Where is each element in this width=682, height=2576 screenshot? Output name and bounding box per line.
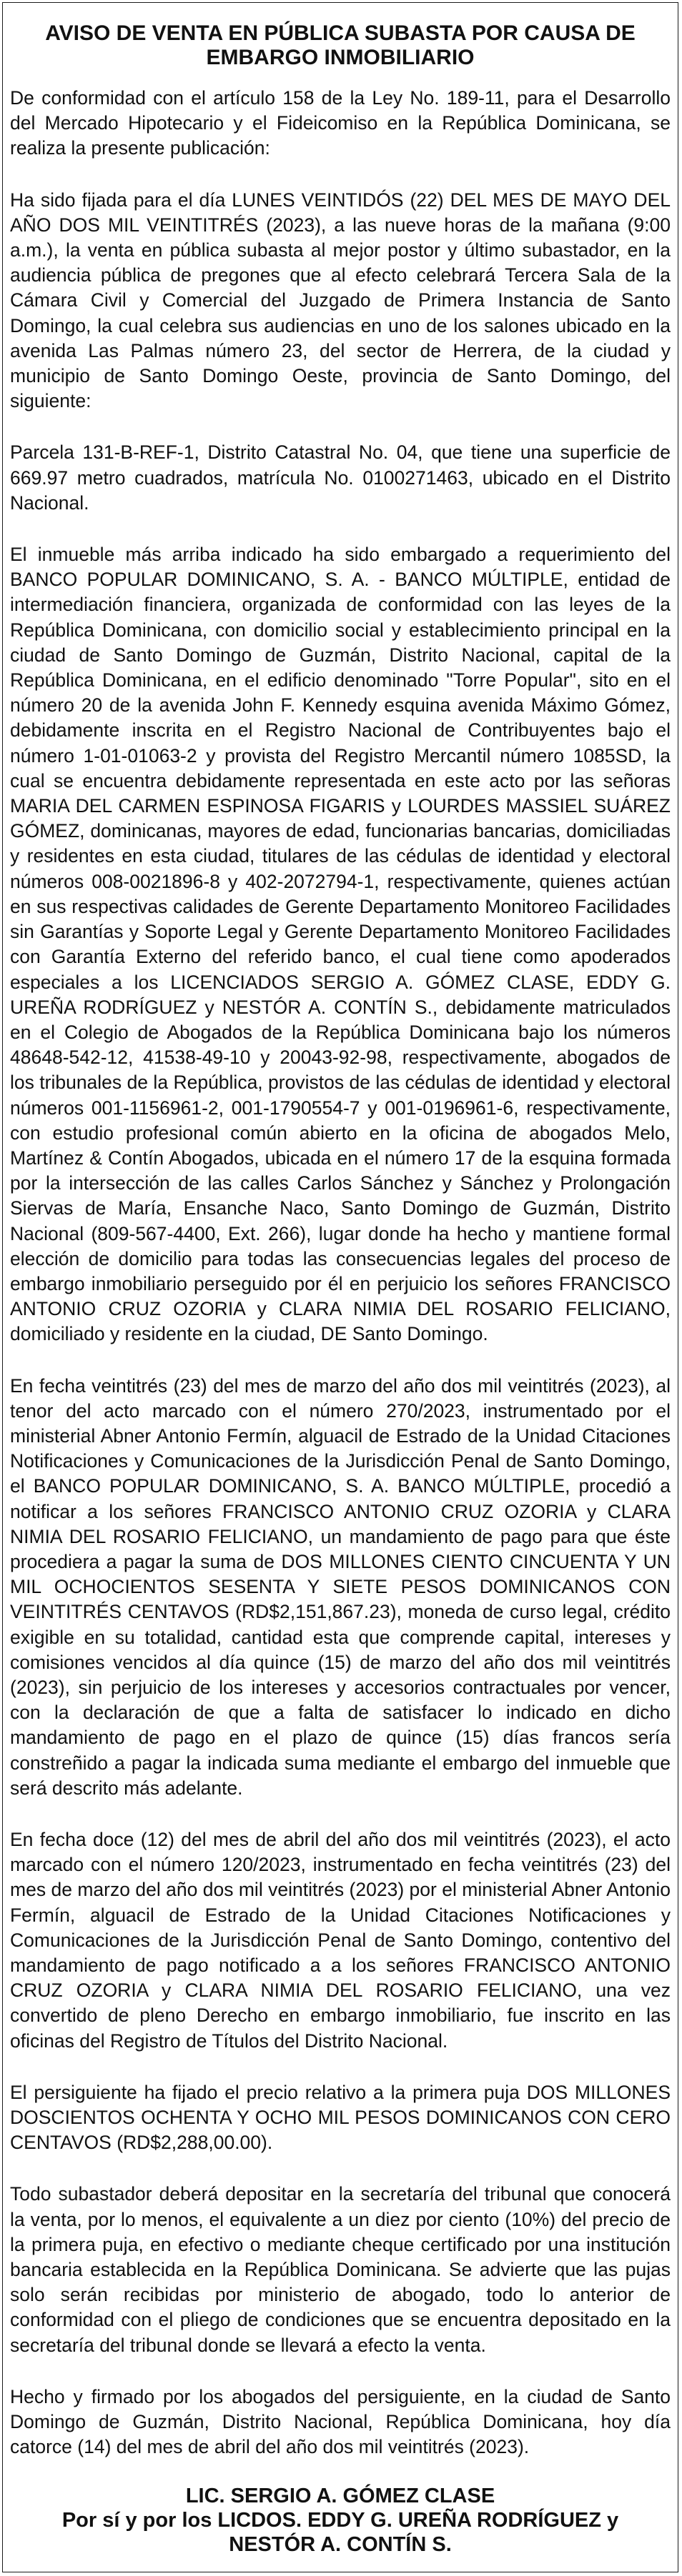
notice-title: AVISO DE VENTA EN PÚBLICA SUBASTA POR CAUSA DE EMBARGO INMOBILIARIO [45,21,636,69]
signing-paragraph: Hecho y firmado por los abogados del persiguiente, en la ciudad de Santo Domingo de Guzmán, Distrito Nacional, República Dominicana, hoy día catorce (14) del mes de abril del año dos mil veintitrés (2023). [10,2385,671,2458]
auction-date-paragraph: Ha sido fijada para el día LUNES VEINTIDÓS (22) DEL MES DE MAYO DEL AÑO DOS MIL VEINTITRÉS (2023), a las nueve horas de la mañana (9:00 a.m.), la venta en pública subasta al mejor postor y último subastador, en la audiencia pública de pregones que al efecto celebrará Tercera Sala de la Cámara Civil y Comercial del Juzgado de Primera Instancia de Santo Domingo, la cual celebra sus audiencias en uno de los salones ubicado en la avenida Las Palmas número 23, del sector de Herrera, de la ciudad y municipio de Santo Domingo Oeste, provincia de Santo Domingo, del siguiente: [10,189,671,412]
signature-line-2: Por sí y por los LICDOS. EDDY G. UREÑA RODRÍGUEZ y [61,2509,619,2532]
first-bid-price-paragraph: El persiguiente ha fijado el precio relativo a la primera puja DOS MILLONES DOSCIENTOS OCHENTA Y OCHO MIL PESOS DOMINICANOS CON CERO CENTAVOS (RD$2,288,00.00). [10,2081,671,2154]
deposit-conditions-paragraph: Todo subastador deberá depositar en la secretaría del tribunal que conocerá la venta, por lo menos, el equivalente a un diez por ciento (10%) del precio de la primera puja, en efectivo o mediante cheque certificado por una institución bancaria establecida en la República Dominicana. Se advierte que las pujas solo serán recibidas por ministerio de abogado, todo lo anterior de conformidad con el pliego de condiciones que se encuentra depositado en la secretaría del tribunal donde se llevará a efecto la venta. [10,2183,671,2356]
signature-block [10,2484,671,2557]
legal-notice [10,10,671,2557]
creditor-paragraph: El inmueble más arriba indicado ha sido embargado a requerimiento del BANCO POPULAR DOMINICANO, S. A. - BANCO MÚLTIPLE, entidad de intermediación financiera, organizada de conformidad con las leyes de la República Dominicana, con domicilio social y establecimiento principal en la ciudad de Santo Domingo de Guzmán, Distrito Nacional, capital de la República Dominicana, en el edificio denominado "Torre Popular", sito en el número 20 de la avenida John F. Kennedy esquina avenida Máximo Gómez, debidamente inscrita en el Registro Nacional de Contribuyentes bajo el número 1-01-01063-2 y provista del Registro Mercantil número 1085SD, la cual se encuentra debidamente representada en este acto por las señoras MARIA DEL CARMEN ESPINOSA FIGARIS y LOURDES MASSIEL SUÁREZ GÓMEZ, dominicanas, mayores de edad, funcionarias bancarias, domiciliadas y residentes en esta ciudad, titulares de las cédulas de identidad y electoral números 008-0021896-8 y 402-2072794-1, respectivamente, quienes actúan en sus respectivas calidades de Gerente Departamento Monitoreo Facilidades sin Garantías y Soporte Legal y Gerente Departamento Monitoreo Facilidades con Garantía Externo del referido banco, el cual tiene como apoderados especiales a los LICENCIADOS SERGIO A. GÓMEZ CLASE, EDDY G. UREÑA RODRÍGUEZ y NESTÓR A. CONTÍN S., debidamente matriculados en el Colegio de Abogados de la República Dominicana bajo los números 48648-542-12, 41538-49-10 y 20043-92-98, respectivamente, abogados de los tribunales de la República, provistos de las cédulas de identidad y electoral números 001-1156961-2, 001-1790554-7 y 001-0196961-6, respectivamente, con estudio profesional común abierto en la oficina de abogados Melo, Martínez & Contín Abogados, ubicada en el número 17 de la esquina formada por la intersección de las calles Carlos Sánchez y Sánchez y Prolongación Siervas de María, Ensanche Naco, Santo Domingo de Guzmán, Distrito Nacional (809-567-4400, Ext. 266), lugar donde ha hecho y mantiene formal elección de domicilio para todas las consecuencias legales del proceso de embargo inmobiliario perseguido por él en perjuicio los señores FRANCISCO ANTONIO CRUZ OZORIA y CLARA NIMIA DEL ROSARIO FELICIANO, domiciliado y residente en la ciudad, DE Santo Domingo. [10,544,671,1345]
intro-paragraph: De conformidad con el artículo 158 de la Ley No. 189-11, para el Desarrollo del Mercado Hipotecario y el Fideicomiso en la República Dominicana, se realiza la presente publicación: [10,87,671,159]
payment-order-paragraph: En fecha veintitrés (23) del mes de marzo del año dos mil veintitrés (2023), al tenor del acto marcado con el número 270/2023, instrumentado por el ministerial Abner Antonio Fermín, alguacil de Estrado de la Unidad Citaciones Notificaciones y Comunicaciones de la Jurisdicción Penal de Santo Domingo, el BANCO POPULAR DOMINICANO, S. A. BANCO MÚLTIPLE, procedió a notificar a los señores FRANCISCO ANTONIO CRUZ OZORIA y CLARA NIMIA DEL ROSARIO FELICIANO, un mandamiento de pago para que éste procediera a pagar la suma de DOS MILLONES CIENTO CINCUENTA Y UN MIL OCHOCIENTOS SESENTA Y SIETE PESOS DOMINICANOS CON VEINTITRÉS CENTAVOS (RD$2,151,867.23), moneda de curso legal, crédito exigible en su totalidad, cantidad esta que comprende capital, intereses y comisiones vencidos al día quince (15) de marzo del año dos mil veintitrés (2023), sin perjuicio de los intereses y accesorios contractuales por vencer, con la declaración de que a falta de satisfacer lo indicado en dicho mandamiento de pago en el plazo de quince (15) días francos sería constreñido a pagar la indicada suma mediante el embargo del inmueble que será descrito más adelante. [10,1374,671,1799]
signature-line-1: LIC. SERGIO A. GÓMEZ CLASE [185,2485,495,2508]
signature-line-3: NESTÓR A. CONTÍN S. [229,2533,452,2557]
property-paragraph: Parcela 131-B-REF-1, Distrito Catastral No. 04, que tiene una superficie de 669.97 metro cuadrados, matrícula No. 0100271463, ubicado en el Distrito Nacional. [10,441,671,514]
registration-paragraph: En fecha doce (12) del mes de abril del año dos mil veintitrés (2023), el acto marcado con el número 120/2023, instrumentado en fecha veintitrés (23) del mes de marzo del año dos mil veintitrés (2023) por el ministerial Abner Antonio Fermín, alguacil de Estrado de la Unidad Citaciones Notificaciones y Comunicaciones de la Jurisdicción Penal de Santo Domingo, contentivo del mandamiento de pago notificado a a los señores FRANCISCO ANTONIO CRUZ OZORIA y CLARA NIMIA DEL ROSARIO FELICIANO, una vez convertido de pleno Derecho en embargo inmobiliario, fue inscrito en las oficinas del Registro de Títulos del Distrito Nacional. [10,1829,671,2052]
